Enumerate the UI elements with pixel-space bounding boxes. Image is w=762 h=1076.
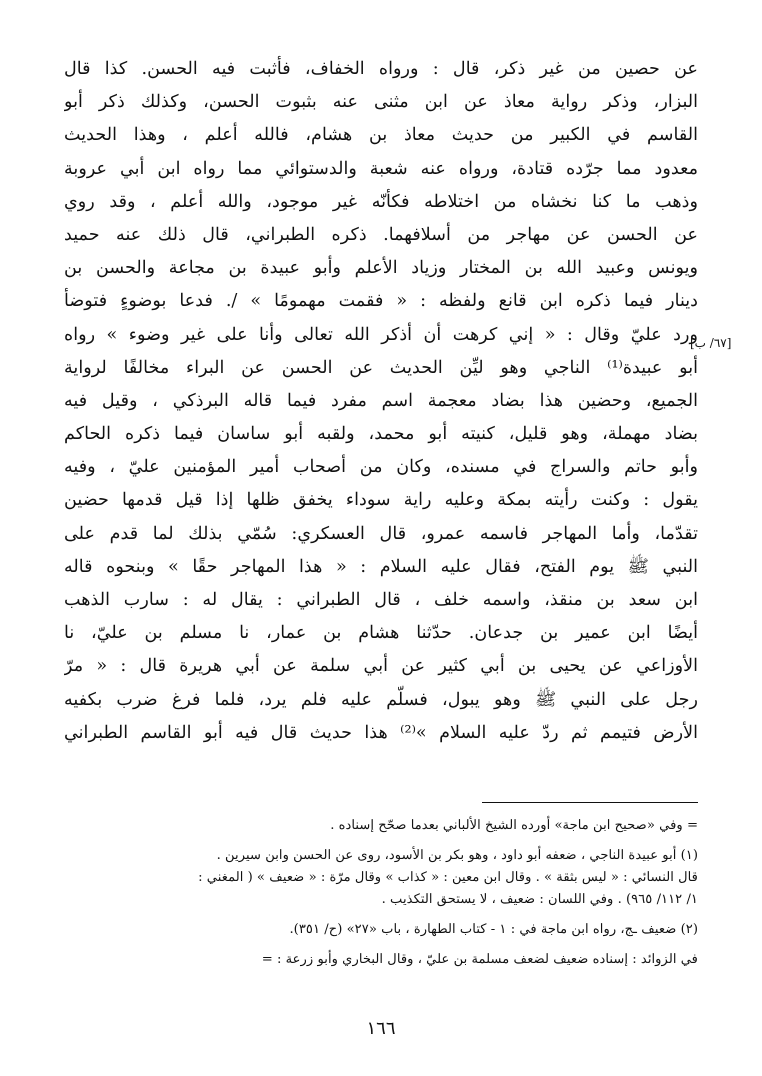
footnote-1-line: قال النسائي : « ليس بثقة » . وقال ابن معين : « كذاب » وقال مرّة : « ضعيف » ( المغني : [198,870,698,885]
text-line: البزار، وذكر رواية معاذ عن ابن مثنى عنه بثبوت الحسن، وكذلك ذكر أبو [64,92,698,113]
text-line: وأبو حاتم والسراج في مسنده، وكان من أصحاب أمير المؤمنين عليّ ، وفيه [64,457,698,478]
text-line: يقول : وكنت رأيته بمكة وعليه راية سوداء يخفق ظلها إذا قيل قدمها حضين [64,490,698,511]
footnote-continuation: = وفي «صحيح ابن ماجة» أورده الشيخ الألباني بعدما صحّح إسناده . [330,818,698,833]
footnotes [64,815,698,971]
text-line: القاسم في الكبير من حديث معاذ بن هشام، فالله أعلم ، وهذا الحديث [64,125,698,146]
text-line: عن الحسن عن مهاجر من أسلافهما. ذكره الطبراني، قال ذلك عنه حميد [64,224,698,245]
text-line: الأوزاعي عن يحيى بن أبي كثير عن أبي سلمة عن أبي هريرة قال : « مرّ [64,656,698,677]
footnote-2: (٢) ضعيف ـج، رواه ابن ماجة في : ١ - كتاب الطهارة ، باب «٢٧» (ح/ ٣٥١). [289,922,698,937]
footnote-1-line: (١) أبو عبيدة الناجي ، ضعفه أبو داود ، وهو بكر بن الأسود، روى عن الحسن وابن سيرين . [216,848,698,863]
page-number: ١٦٦ [366,1018,396,1039]
main-text [64,53,698,750]
text-line: الجميع، وحضين هذا بضاد معجمة اسم مفرد فيما قاله البرذكي ، وقيل فيه [64,390,698,411]
text-line: تقدّما، وأما المهاجر فاسمه عمرو، قال العسكري: سُمّي بذلك لما قدم على [64,523,698,544]
footnote-1-line: ١/ ١١٢/ ٩٦٥) . وفي اللسان : ضعيف ، لا يستحق التكذيب . [381,892,698,907]
text-line: ويونس وعبيد الله بن المختار وزياد الأعلم وأبو عبيدة بن مجاعة والحسن بن [64,258,698,279]
text-line: الأرض فتيمم ثم ردّ عليه السلام »⁽²⁾ هذا حديث قال فيه أبو القاسم الطبراني [64,722,698,743]
footnote-separator [482,802,698,803]
text-line: بضاد مهملة، وهو قليل، كنيته أبو محمد، ولقبه أبو ساسان فيما ذكره الحاكم [64,424,698,445]
text-line: النبي ﷺ يوم الفتح، فقال عليه السلام : « هذا المهاجر حقًا » وبنحوه قاله [64,556,698,577]
text-line: دينار فيما ذكره ابن قانع ولفظه : « فقمت مهمومًا » /. فدعا بوضوءٍ فتوضأ [64,291,698,312]
manuscript-folio-marker: [٦٧/ ب] [690,336,732,350]
text-line: ابن سعد بن منقذ، واسمه خلف ، قال الطبراني : يقال له : سارب الذهب [64,590,698,610]
text-line: وذهب ما كنا نخشاه من اختلاطه فكأنّه غير موجود، والله أعلم ، وقد روي [64,191,698,212]
text-line: عن حصين من غير ذكر، قال : ورواه الخفاف، فأثبت فيه الحسن. كذا قال [64,59,698,79]
text-line: رجل على النبي ﷺ وهو يبول، فسلّم عليه فلم يرد، فلما فرغ ضرب بكفيه [64,689,698,710]
text-line: ورد عليّ وقال : « إني كرهت أن أذكر الله تعالى وأنا على غير وضوء » رواه [64,324,698,345]
text-line: معدود مما جرّده قتادة، ورواه عنه شعبة والدستوائي مما رواه ابن أبي عروبة [64,158,698,179]
text-line: أبو عبيدة⁽¹⁾ الناجي وهو ليِّن الحديث عن الحسن عن البراء مخالفًا لرواية [64,357,698,378]
text-line: أيضًا ابن عمير بن جدعان. حدّثنا هشام بن عمار، نا مسلم بن عليّ، نا [64,623,698,644]
footnote-zawaid: في الزوائد : إسناده ضعيف لضعف مسلمة بن عليّ ، وقال البخاري وأبو زرعة : = [261,952,698,967]
